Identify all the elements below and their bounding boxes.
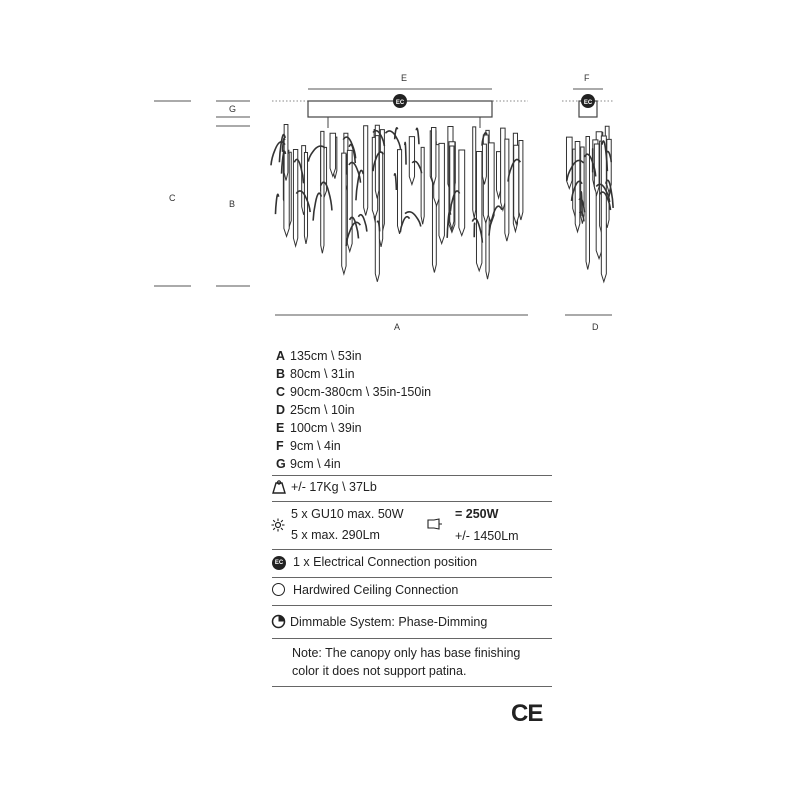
dim-row-b: B 80cm \ 31in [276,367,355,381]
crystal-stick [488,143,494,223]
crystal-stick [431,128,435,185]
svg-text:EC: EC [395,100,405,106]
bulb-icon [427,518,443,530]
dim-label-b: B [229,199,236,209]
crystal-stick [450,146,454,229]
crystal-stick [421,147,424,224]
circle-icon [272,583,285,596]
dimmable-text: Dimmable System: Phase-Dimming [290,615,488,629]
technical-drawing [0,0,800,330]
divider [272,549,552,550]
crystal-stick [514,145,519,224]
crystal-stick [473,127,476,218]
svg-text:EC: EC [583,100,593,106]
crystal-stick [330,133,335,176]
connection-text: 1 x Electrical Connection position [293,555,478,569]
note-line1: Note: The canopy only has base finishing [292,646,521,660]
ec-badge-icon: EC [272,556,286,570]
crystal-stick [476,152,481,271]
divider [272,501,552,502]
divider [272,605,552,606]
crystal-stick [409,137,414,185]
dim-label-g: G [229,104,237,114]
divider [272,577,552,578]
crystal-stick [482,144,486,184]
crystal-stick [321,131,324,253]
dim-row-f: F 9cm \ 4in [276,439,341,453]
crystal-stick [586,137,589,270]
sun-icon [271,518,285,532]
dim-row-e: E 100cm \ 39in [276,421,362,435]
crystal-stick [379,152,382,247]
lamp-spec-line2: 5 x max. 290Lm [291,528,380,542]
dim-row-c: C 90cm-380cm \ 35in-150in [276,385,432,399]
dim-label-e: E [401,73,408,83]
dim-label-f: F [584,73,590,83]
dim-row-a: A 135cm \ 53in [276,349,362,363]
dim-row-g: G 9cm \ 4in [276,457,341,471]
lamp-spec-line1: 5 x GU10 max. 50W [291,507,404,521]
total-lumen: +/- 1450Lm [455,529,519,543]
branch-twig [385,131,400,149]
crystal-stick [293,149,297,246]
dim-label-c: C [169,193,176,203]
divider [272,475,552,476]
total-watt: = 250W [455,507,499,521]
crystal-stick [342,153,346,274]
branch-twig [405,142,406,164]
branch-twig [394,174,396,190]
branch-twig [416,128,419,144]
dim-label-a: A [394,322,401,332]
chandelier-side-view [566,126,613,282]
branch-twig [275,194,278,214]
crystal-stick [497,152,501,198]
weight-icon [272,480,286,494]
dim-label-d: D [592,322,599,332]
ceiling-text: Hardwired Ceiling Connection [293,583,459,597]
crystal-stick [505,139,509,241]
branch-twig [356,170,363,200]
divider [272,686,552,687]
crystal-stick [601,136,606,282]
note-line2: color it does not support patina. [292,664,467,678]
branch-twig [313,193,321,220]
branch-twig [405,212,421,227]
crystal-stick [519,141,523,221]
divider [272,638,552,639]
weight-text: +/- 17Kg \ 37Lb [291,480,377,494]
ce-mark: CE [511,700,543,727]
chandelier-front-view [271,125,523,282]
dim-row-d: D 25cm \ 10in [276,403,355,417]
crystal-stick [364,126,368,216]
dimmer-icon [271,614,286,629]
crystal-stick [375,136,379,199]
crystal-stick [439,143,444,243]
crystal-stick [397,150,401,234]
